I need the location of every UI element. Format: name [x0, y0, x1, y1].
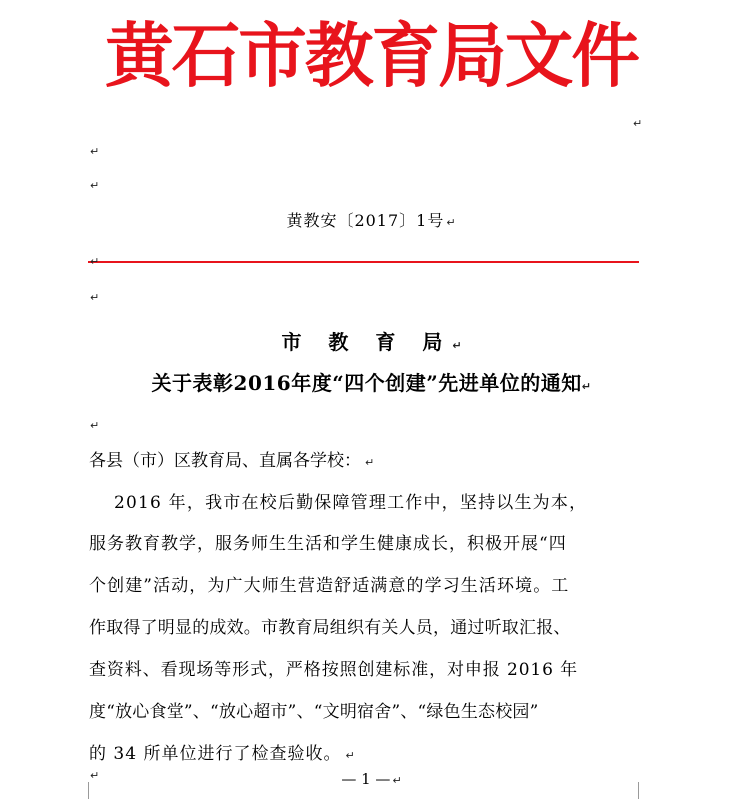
paragraph-mark: ↵	[633, 117, 643, 130]
body-line: 查资料、看现场等形式，严格按照创建标准，对申报 2016 年	[89, 660, 579, 680]
paragraph-mark: ↵	[581, 380, 592, 393]
page-number	[0, 770, 743, 788]
paragraph-mark: ↵	[345, 749, 356, 762]
body-line: 服务教育教学，服务师生生活和学生健康成长，积极开展“四	[89, 534, 567, 554]
body-line: 的 34 所单位进行了检查验收。	[89, 744, 342, 764]
paragraph-mark: ↵	[90, 145, 100, 158]
title-line-1: 市 教 育 局	[281, 330, 453, 354]
document-masthead: 黄石市教育局文件	[104, 14, 639, 97]
paragraph-mark: ↵	[90, 291, 100, 304]
salutation: 各县（市）区教育局、直属各学校：	[89, 451, 361, 471]
paragraph-mark: ↵	[392, 774, 402, 787]
page-number-text: — 1 —	[341, 770, 391, 788]
title-line-2: 关于表彰2016年度“四个创建”先进单位的通知	[151, 371, 582, 395]
paragraph-mark: ↵	[452, 339, 462, 352]
document-number-line	[0, 208, 743, 231]
paragraph-mark: ↵	[446, 216, 457, 229]
margin-corner-right	[638, 782, 639, 799]
salutation-line	[89, 446, 374, 471]
body-line: 个创建”活动，为广大师生营造舒适满意的学习生活环境。工	[89, 576, 570, 596]
body-line-last	[89, 739, 356, 764]
body-line: 2016 年，我市在校后勤保障管理工作中，坚持以生为本，	[114, 493, 588, 513]
red-separator-line	[88, 261, 639, 263]
paragraph-mark: ↵	[90, 769, 100, 782]
paragraph-mark: ↵	[90, 419, 100, 432]
margin-corner-left	[88, 782, 89, 799]
body-line: 度“放心食堂”、“放心超市”、“文明宿舍”、“绿色生态校园”	[89, 702, 539, 722]
paragraph-mark: ↵	[365, 456, 375, 469]
paragraph-mark: ↵	[90, 179, 100, 192]
paragraph-mark: ↵	[90, 255, 100, 268]
document-number: 黄教安〔2017〕1号	[286, 211, 445, 230]
body-line: 作取得了明显的成效。市教育局组织有关人员，通过听取汇报、	[89, 618, 571, 638]
title-subject	[0, 367, 743, 396]
title-issuer	[0, 326, 743, 355]
